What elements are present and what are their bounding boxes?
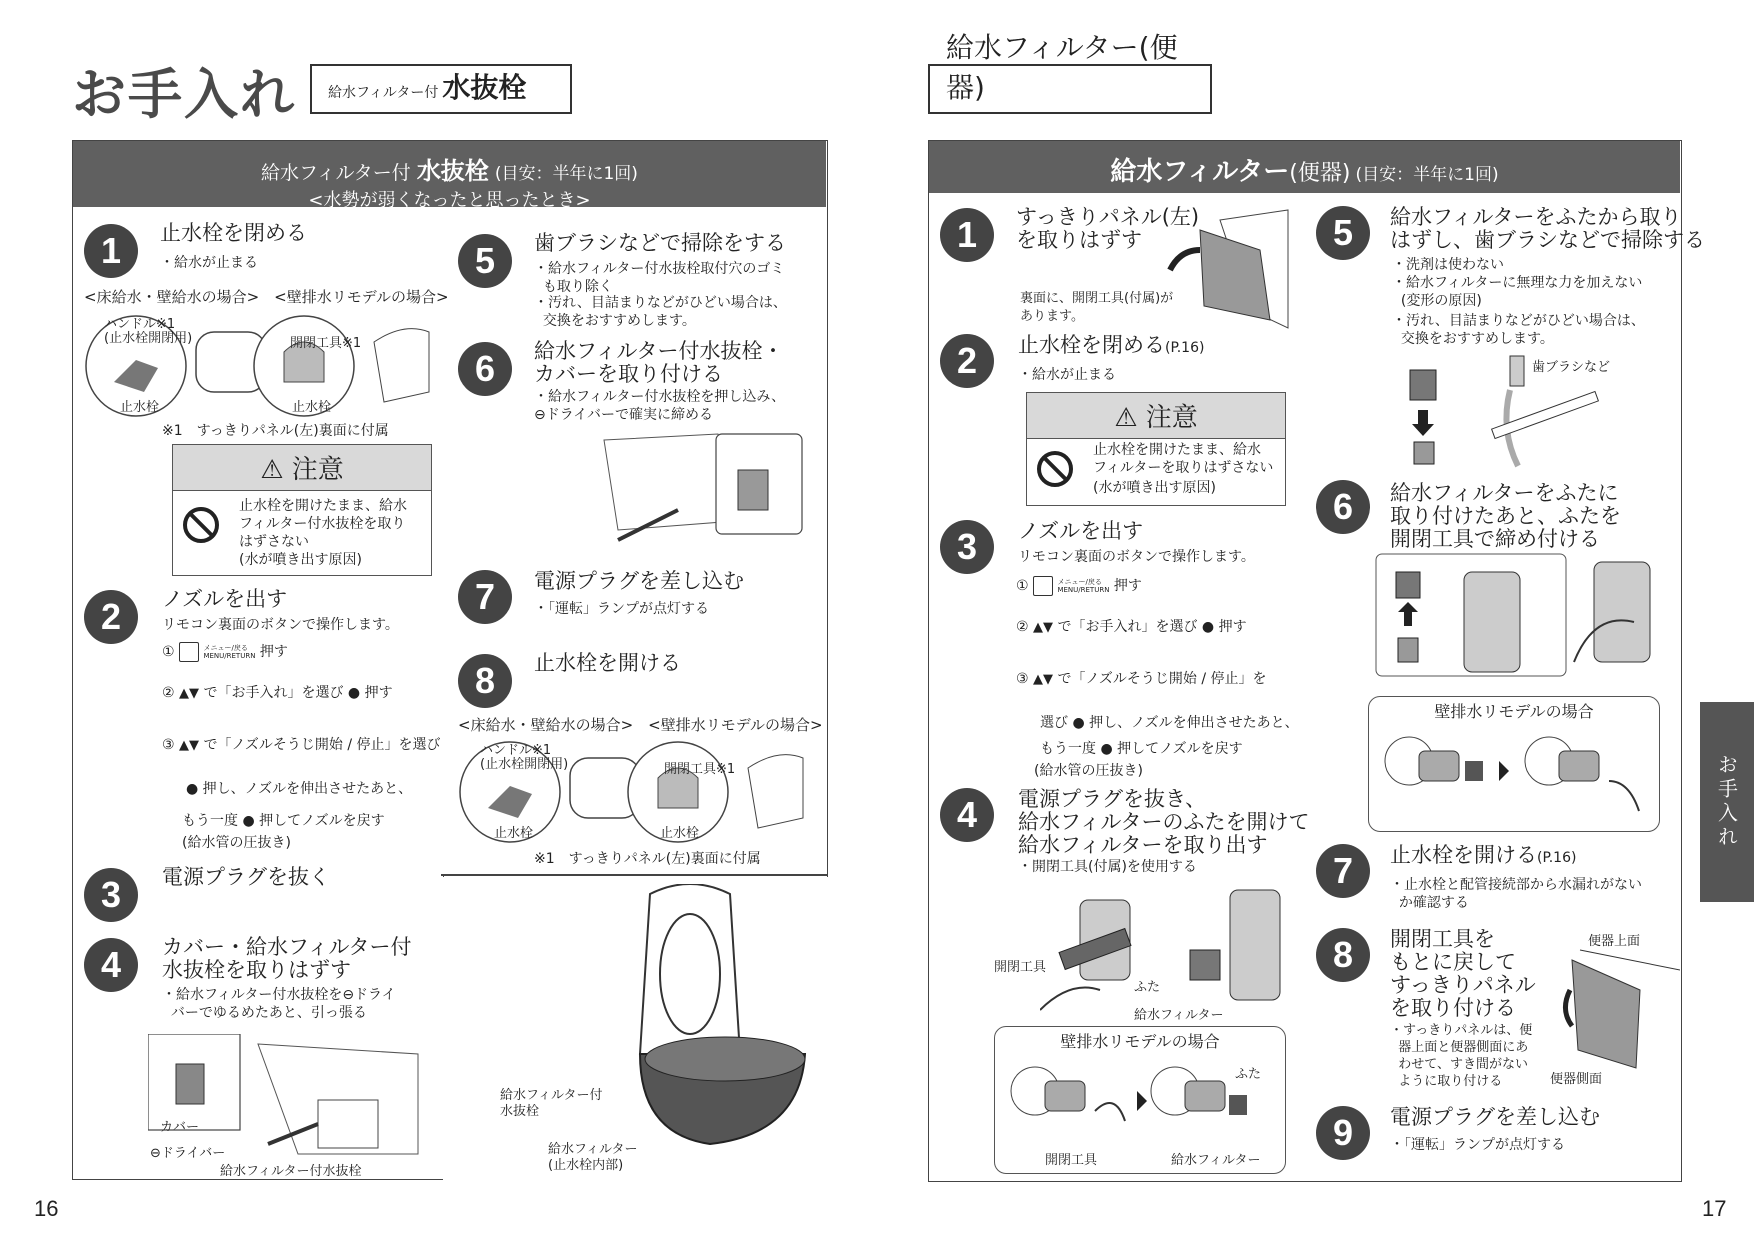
side-label: 便器側面 [1550, 1072, 1603, 1087]
left-section-tag [310, 64, 572, 114]
menu-button-icon [1033, 576, 1053, 596]
step-title: 給水フィルター付水抜栓・ カバーを取り付ける [534, 339, 784, 386]
tool-label-2: 開閉工具※1 [664, 762, 736, 777]
tool-label: 開閉工具※1 [290, 336, 362, 351]
step-number: 2 [940, 334, 994, 388]
menu-button-icon [179, 642, 199, 662]
step-title: 電源プラグを抜く [162, 865, 330, 889]
step-number: 5 [458, 234, 512, 288]
right-tag-text: 給水フィルター(便器) [946, 31, 1178, 104]
enter-button-icon: ● [347, 685, 361, 701]
remote-step-2: ② ▲▼ で「お手入れ」を選び ● 押す [162, 685, 393, 701]
r3c-text: もう一度 [182, 813, 238, 829]
r3a-text: で「ノズルそうじ開始 / 停止」を選び [203, 737, 441, 753]
step-title-text: 止水栓を閉める [1018, 333, 1165, 357]
reattach-illustration [598, 430, 804, 560]
step-title: 止水栓を開ける [534, 651, 681, 675]
panel-divider [441, 874, 827, 876]
right-section-tag [928, 31, 1212, 114]
remote-step-3b [1040, 714, 1299, 732]
step-title [1390, 844, 1576, 867]
page-title: お手入れ [72, 63, 296, 126]
r3b-text: 押し、ノズルを伸出させたあと、 [202, 781, 413, 797]
step-number: 6 [1316, 480, 1370, 534]
step-number: 3 [940, 520, 994, 574]
panel-removal-illustration [1160, 200, 1290, 330]
caution-heading: ⚠ 注意 [173, 445, 431, 491]
step-number: 6 [458, 342, 512, 396]
caution-heading: ⚠ 注意 [1027, 393, 1285, 439]
filter-label: 給水フィルター [1134, 1008, 1224, 1023]
r3d-text: もう一度 [1040, 741, 1096, 757]
step-note: ・給水フィルター付水抜栓取付穴のゴミ も取り除く [534, 261, 785, 295]
step-number: 7 [458, 570, 512, 624]
handle-label: ハンドル※1 (止水栓開閉用) [104, 317, 193, 346]
toilet-drain-label: 給水フィルター付 水抜栓 [500, 1088, 603, 1119]
r3a-text: で「ノズルそうじ開始 / 停止」を [1057, 671, 1267, 687]
remodel-label-2: 壁排水リモデルの場合 [1434, 702, 1594, 721]
caution-box [172, 444, 432, 576]
menu-label: メニュー/戻る MENU/RETURN [1057, 578, 1110, 594]
head-bold: 給水フィルター [1110, 157, 1290, 187]
remote-step-2: ② ▲▼ で「お手入れ」を選び ● 押す [1016, 619, 1247, 635]
step-title: すっきりパネル(左) を取りはずす [1016, 205, 1200, 252]
step-number: 1 [940, 208, 994, 262]
step-number: 8 [458, 654, 512, 708]
valve-label-2: 止水栓 [292, 400, 332, 415]
up-down-icon: ▲▼ [1033, 620, 1054, 635]
step-title: 給水フィルターをふたに 取り付けたあと、ふたを 開閉工具で締め付ける [1390, 481, 1621, 551]
prohibition-icon [183, 507, 219, 543]
page-ref: (P.16) [1537, 850, 1577, 866]
menu-label: メニュー/戻る MENU/RETURN [203, 644, 256, 660]
page-number-right: 17 [1702, 1196, 1727, 1221]
panel-attach-illustration [1560, 930, 1680, 1070]
step-note: リモコン裏面のボタンで操作します。 [162, 617, 399, 633]
r1-text: 押す [1113, 578, 1142, 594]
r1-text: 押す [259, 644, 288, 660]
caution-reason: (水が噴き出す原因) [1093, 480, 1216, 496]
r3d-text: 押してノズルを戻す [259, 813, 385, 829]
page-ref: (P.16) [1165, 340, 1205, 356]
step-title: ノズルを出す [1018, 519, 1144, 543]
step-note: ・給水フィルター付水抜栓を⊖ドライ バーでゆるめたあと、引っ張る [162, 987, 396, 1021]
drain-label: 給水フィルター付水抜栓 [220, 1164, 362, 1179]
valve-label: 止水栓 [120, 400, 160, 415]
filter-attach-illustration [1374, 552, 1674, 682]
head-pre: 給水フィルター付 [261, 162, 411, 184]
step-note: ・洗剤は使わない [1392, 257, 1504, 273]
section-side-tab[interactable]: お手入れ [1700, 702, 1754, 902]
valve-label-4: 止水栓 [660, 826, 700, 841]
step-note: ・給水フィルター付水抜栓を押し込み、 ⊖ドライバーで確実に締める [534, 389, 786, 423]
handle-label-2: ハンドル※1 (止水栓開閉用) [480, 743, 569, 772]
up-down-icon: ▲▼ [179, 686, 200, 701]
step-note: ・給水フィルターに無理な力を加えない (変形の原因) [1392, 275, 1643, 309]
page-number-left: 16 [34, 1196, 59, 1221]
step-note: 裏面に、開閉工具(付属)が あります。 [1020, 291, 1174, 324]
enter-button-icon: ● [1201, 619, 1215, 635]
enter-button-icon: ● [1100, 741, 1113, 757]
tool-label: 開閉工具 [994, 960, 1047, 975]
tag-large-text: 水抜栓 [442, 71, 527, 104]
r3b-text: 選び [1040, 715, 1068, 731]
step-title: 電源プラグを抜き、 給水フィルターのふたを開けて 給水フィルターを取り出す [1018, 787, 1310, 857]
step-number: 2 [84, 590, 138, 644]
remodel-box [994, 1026, 1286, 1174]
prohibition-icon [1037, 451, 1073, 487]
case-labels: <床給水・壁給水の場合> <壁排水リモデルの場合> [84, 288, 449, 306]
up-down-icon: ▲▼ [1033, 672, 1054, 687]
remote-step-3b [186, 780, 412, 798]
remodel-attach-illustration [1369, 721, 1657, 821]
footnote-2: ※1 すっきりパネル(左)裏面に付属 [534, 851, 761, 867]
step-title: ノズルを出す [162, 587, 288, 611]
remote-step-3: ③ ▲▼ で「ノズルそうじ開始 / 停止」を [1016, 671, 1267, 687]
r2b-text: 押す [364, 685, 393, 701]
step-note: ・「運転」ランプが点灯する [1390, 1137, 1565, 1153]
head-post: (目安：半年に1回) [494, 164, 638, 184]
step-note: ・汚れ、目詰まりなどがひどい場合は、 交換をおすすめします。 [1392, 313, 1645, 347]
r3c-text: 押し、ノズルを伸出させたあと、 [1089, 715, 1299, 731]
remodel-label: 壁排水リモデルの場合 [1060, 1032, 1220, 1051]
toothbrush-label: 歯ブラシなど [1532, 360, 1611, 375]
remodel-box-2 [1368, 696, 1660, 832]
step-title: 歯ブラシなどで掃除をする [534, 231, 786, 255]
step-note: ・汚れ、目詰まりなどがひどい場合は、 交換をおすすめします。 [534, 295, 787, 329]
step-title: カバー・給水フィルター付 水抜栓を取りはずす [162, 935, 412, 982]
enter-button-icon: ● [186, 781, 199, 797]
enter-button-icon: ● [1072, 715, 1085, 731]
remote-step-3d [1040, 740, 1243, 758]
toilet-filter-label: 給水フィルター (止水栓内部) [548, 1142, 638, 1173]
step-title [1018, 334, 1204, 357]
step-note: ・給水が止まる [1018, 367, 1116, 383]
remote-step-1: ① メニュー/戻る MENU/RETURN 押す [162, 644, 288, 660]
step-note: ・すっきりパネルは、便 器上面と便器側面にあ わせて、すき間がない ように取り付ける [1390, 1023, 1533, 1089]
step-note: ・開閉工具(付属)を使用する [1018, 859, 1197, 875]
remote-step-3c [182, 812, 385, 830]
driver-label: ⊖ドライバー [150, 1146, 226, 1161]
step-number: 8 [1316, 928, 1370, 982]
filter-removal-illustration [1040, 880, 1290, 1020]
lid-label-2: ふた [1235, 1067, 1262, 1082]
step-number: 1 [84, 224, 138, 278]
valve-label-3: 止水栓 [494, 826, 534, 841]
step-number: 4 [84, 938, 138, 992]
step-note: ・「運転」ランプが点灯する [534, 601, 709, 617]
toilet-illustration [630, 884, 820, 1174]
left-panel-header [73, 141, 826, 211]
remote-step-1: ① メニュー/戻る MENU/RETURN 押す [1016, 578, 1142, 594]
caution-box [1026, 392, 1286, 506]
step-number: 7 [1316, 844, 1370, 898]
r3e-text: 押してノズルを戻す [1117, 741, 1243, 757]
r2a-text: で「お手入れ」を選び [1057, 619, 1198, 635]
top-label: 便器上面 [1588, 934, 1641, 949]
step-number: 3 [84, 868, 138, 922]
tool-label-2: 開閉工具 [1045, 1153, 1098, 1168]
head-post: (目安：半年に1回) [1355, 165, 1499, 185]
head-bold: 水抜栓 [416, 157, 489, 185]
case-labels-2: <床給水・壁給水の場合> <壁排水リモデルの場合> [458, 716, 823, 734]
up-down-icon: ▲▼ [179, 738, 200, 753]
step-note: ・止水栓と配管接続部から水漏れがない か確認する [1390, 877, 1642, 911]
caution-text: 止水栓を開けたまま、給水 フィルターを取りはずさない [1093, 442, 1274, 476]
step-note: リモコン裏面のボタンで操作します。 [1018, 549, 1255, 565]
remote-step-3e: (給水管の圧抜き) [182, 835, 291, 851]
enter-button-icon: ● [242, 813, 255, 829]
step-number: 4 [940, 788, 994, 842]
step-title: 電源プラグを差し込む [534, 569, 744, 593]
remote-step-3f: (給水管の圧抜き) [1034, 763, 1143, 779]
caution-text: 止水栓を開けたまま、給水 フィルター付水抜栓を取り はずさない [239, 498, 407, 550]
step-number: 5 [1316, 206, 1370, 260]
caution-reason: (水が噴き出す原因) [239, 552, 362, 568]
remote-step-3: ③ ▲▼ で「ノズルそうじ開始 / 停止」を選び [162, 737, 441, 753]
step-title: 電源プラグを差し込む [1390, 1105, 1600, 1129]
head-sub: <水勢が弱くなったと思ったとき> [308, 190, 591, 211]
step-note: ・給水が止まる [160, 255, 258, 271]
step-title-text: 止水栓を開ける [1390, 843, 1537, 867]
filter-label-2: 給水フィルター [1171, 1153, 1261, 1168]
step-number: 9 [1316, 1106, 1370, 1160]
r2a-text: で「お手入れ」を選び [203, 685, 344, 701]
cover-label: カバー [160, 1120, 200, 1135]
step-title: 開閉工具を もとに戻して すっきりパネル を取り付ける [1390, 927, 1536, 1020]
step-title: 給水フィルターをふたから取り はずし、歯ブラシなどで掃除する [1390, 205, 1705, 252]
step-title: 止水栓を閉める [160, 221, 307, 245]
head-mid: (便器) [1289, 161, 1351, 186]
footnote: ※1 すっきりパネル(左)裏面に付属 [162, 423, 389, 439]
r2b-text: 押す [1218, 619, 1247, 635]
lid-label: ふた [1134, 980, 1161, 995]
tag-small-text: 給水フィルター付 [328, 85, 439, 101]
right-panel-header [929, 141, 1680, 193]
